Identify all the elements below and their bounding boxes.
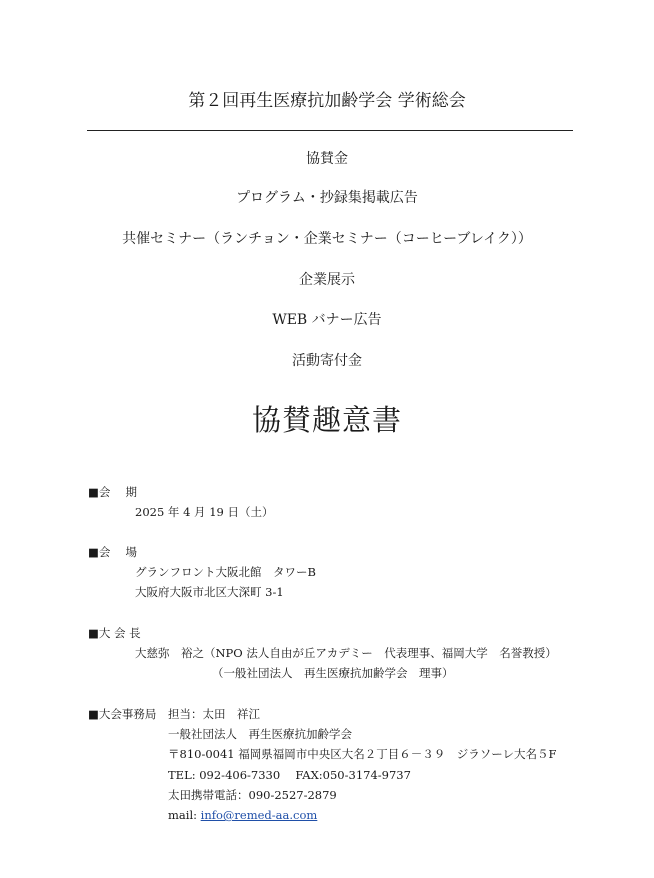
main-title: 協賛趣意書	[251, 403, 402, 437]
office-org: 一般社団法人 再生医療抗加齢学会	[168, 727, 352, 741]
period-label: ■会 期	[88, 485, 138, 499]
item-donation: 活動寄付金	[292, 353, 362, 369]
mail-link[interactable]: info@remed-aa.com	[200, 808, 318, 822]
venue-address: 大阪府大阪市北区大深町 3-1	[135, 585, 284, 599]
office-address: 〒810-0041 福岡県福岡市中央区大名２丁目６－３９ ジラソーレ大名５F	[168, 747, 557, 761]
item-program-ad: プログラム・抄録集掲載広告	[236, 190, 418, 206]
office-mail	[168, 808, 317, 822]
president-affiliation: （一般社団法人 再生医療抗加齢学会 理事）	[212, 666, 454, 680]
president-name: 大慈弥 裕之（NPO 法人自由が丘アカデミー 代表理事、福岡大学 名誉教授）	[135, 646, 557, 660]
page-title: 第２回再生医療抗加齢学会 学術総会	[188, 91, 466, 111]
item-sponsorship: 協賛金	[306, 151, 348, 167]
item-cosponsored-seminar: 共催セミナー（ランチョン・企業セミナー（コーヒーブレイク））	[122, 231, 532, 247]
item-web-banner: WEB バナー広告	[272, 312, 382, 328]
period-value: 2025 年 4 月 19 日（土）	[135, 505, 274, 519]
office-tel-fax: TEL: 092-406-7330 FAX:050-3174-9737	[168, 768, 411, 782]
president-label: ■大 会 長	[88, 626, 141, 640]
office-mobile: 太田携帯電話：090-2527-2879	[168, 788, 337, 802]
venue-name: グランフロント大阪北館 タワーB	[135, 565, 316, 579]
venue-label: ■会 場	[88, 545, 138, 559]
item-exhibition: 企業展示	[299, 272, 355, 288]
mail-label: mail:	[168, 808, 201, 822]
office-contact: 担当：太田 祥江	[168, 707, 260, 721]
title-divider	[87, 130, 573, 131]
office-label: ■大会事務局	[88, 707, 157, 721]
